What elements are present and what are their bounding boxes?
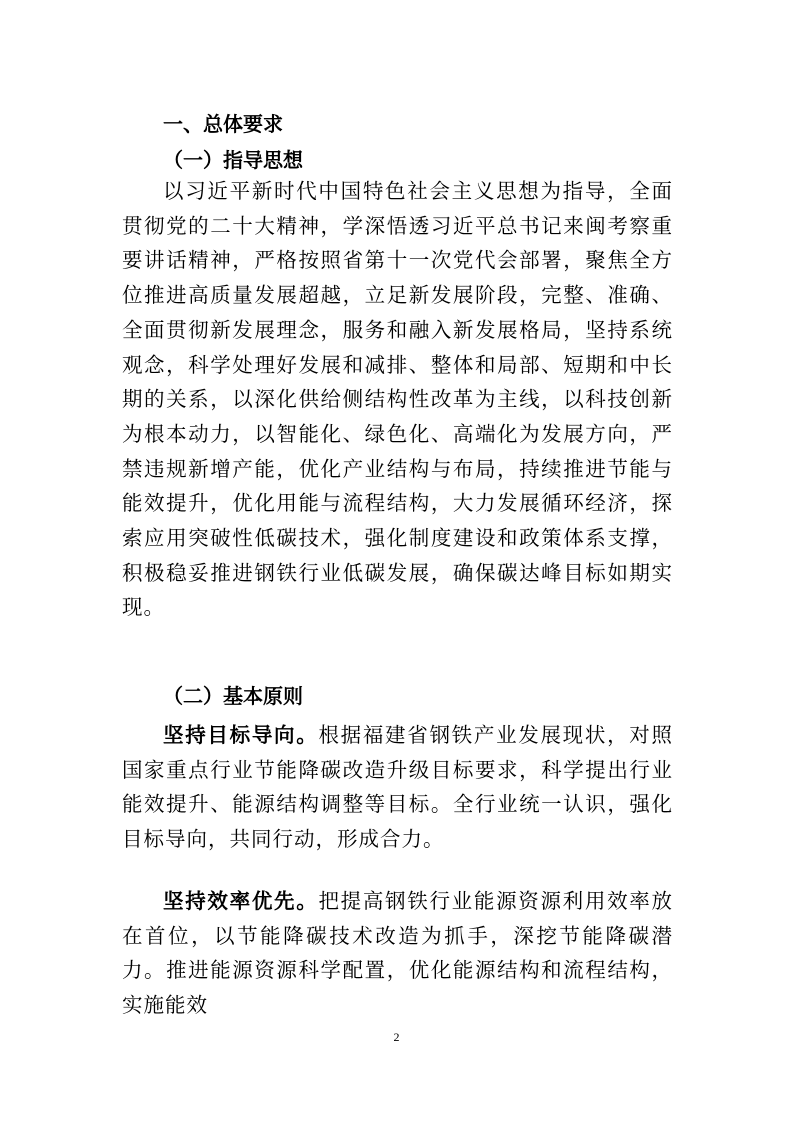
- section-heading: 一、总体要求: [163, 112, 283, 136]
- subsection-title-guiding-ideology: （一）指导思想: [163, 148, 303, 172]
- subsection-title-basic-principles: （二）基本原则: [163, 684, 303, 708]
- paragraph-guiding-ideology: [122, 174, 673, 625]
- paragraph-text: 以习近平新时代中国特色社会主义思想为指导，全面贯彻党的二十大精神，学深悟透习近平总书记来闽考察重要讲话精神，严格按照省第十一次党代会部署，聚焦全方位推进高质量发展超越，立足新发展阶段，完整、准确、全面贯彻新发展理念，服务和融入新发展格局，坚持系统观念，科学处理好发展和减排、整体和局部、短期和中长期的关系，以深化供给侧结构性改革为主线，以科技创新为根本动力，以智能化、绿色化、高端化为发展方向，严禁违规新增产能，优化产业结构与布局，持续推进节能与能效提升，优化用能与流程结构，大力发展循环经济，探索应用突破性低碳技术，强化制度建设和政策体系支撑，积极稳妥推进钢铁行业低碳发展，确保碳达峰目标如期实现。: [122, 179, 673, 620]
- paragraph-efficiency-first: [122, 884, 673, 1023]
- paragraph-text: 把提高钢铁行业能源资源利用效率放在首位，以节能降碳技术改造为抓手，深挖节能降碳潜力。推进能源资源科学配置，优化能源结构和流程结构，实施能效: [122, 889, 674, 1018]
- paragraph-lead: 坚持目标导向。: [163, 723, 319, 747]
- paragraph-target-oriented: [122, 718, 673, 857]
- page-number: 2: [393, 1030, 400, 1044]
- paragraph-text: 根据福建省钢铁产业发展现状，对照国家重点行业节能降碳改造升级目标要求，科学提出行业能效提升、能源结构调整等目标。全行业统一认识，强化目标导向，共同行动，形成合力。: [122, 723, 674, 852]
- paragraph-lead: 坚持效率优先。: [163, 889, 319, 913]
